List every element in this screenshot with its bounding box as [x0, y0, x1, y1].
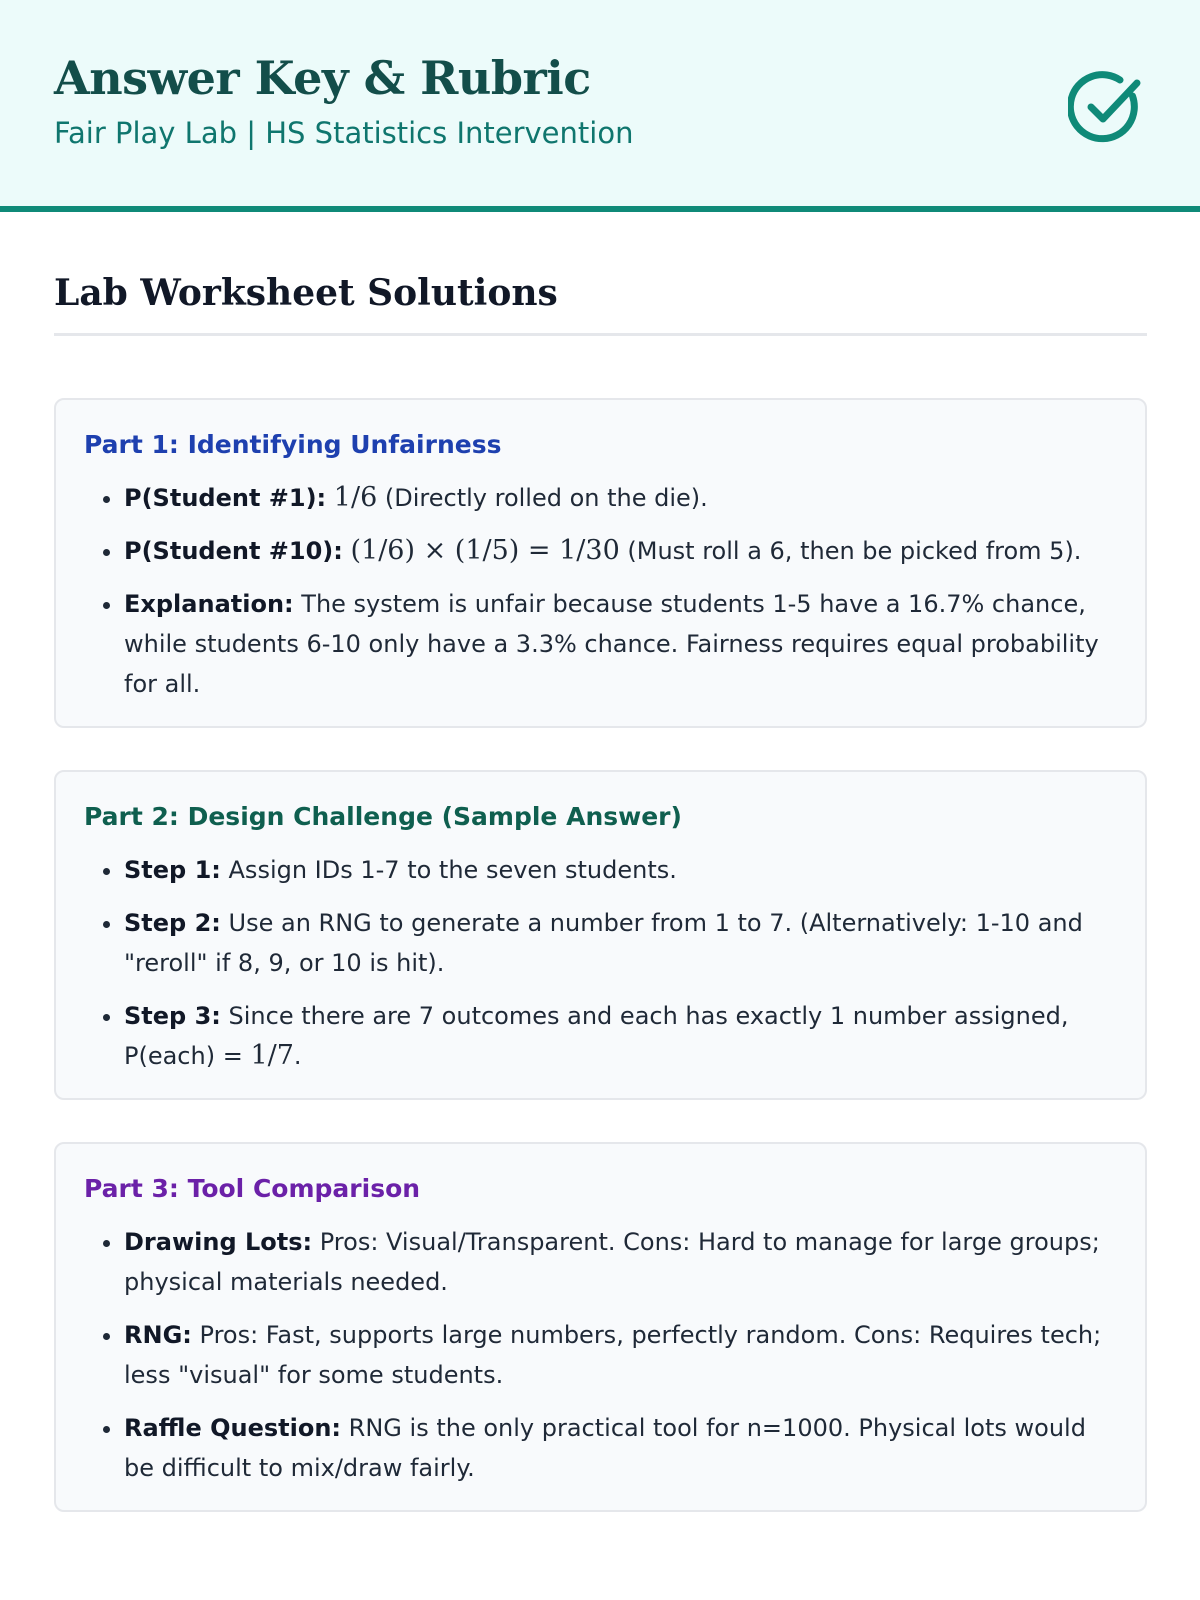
list-item	[124, 584, 1117, 704]
part-2-card	[54, 770, 1147, 1100]
list-item	[124, 1315, 1117, 1395]
item-text-tail: .	[293, 1042, 302, 1070]
math-expression: 1/7	[250, 1040, 294, 1071]
part-1-title: Part 1: Identifying Unfairness	[84, 430, 502, 459]
list-item	[124, 903, 1117, 983]
item-label: Step 2:	[124, 909, 221, 937]
item-text: The system is unfair because students 1-5 have a 16.7% chance, while students 6-10 only have a 3.3% chance. Fairness requires equal probability for all.	[124, 590, 1099, 698]
item-text: Pros: Visual/Transparent. Cons: Hard to manage for large groups; physical materials needed.	[124, 1228, 1100, 1296]
item-text: Assign IDs 1-7 to the seven students.	[228, 856, 677, 884]
item-text: (Must roll a 6, then be picked from 5).	[627, 537, 1082, 565]
part-3-list	[84, 1222, 1117, 1488]
list-item	[124, 478, 1117, 518]
item-label: P(Student #1):	[124, 484, 327, 512]
math-expression: 1/6	[333, 482, 378, 513]
list-item	[124, 531, 1117, 571]
part-3-title: Part 3: Tool Comparison	[84, 1174, 421, 1203]
math-expression: (1/6) × (1/5) = 1/30	[350, 535, 620, 566]
part-2-title: Part 2: Design Challenge (Sample Answer)	[84, 802, 682, 831]
item-label: Step 3:	[124, 1002, 221, 1030]
page-title: Answer Key & Rubric	[54, 51, 591, 105]
item-label: P(Student #10):	[124, 537, 343, 565]
list-item	[124, 996, 1117, 1076]
part-3-card	[54, 1142, 1147, 1512]
section-title: Lab Worksheet Solutions	[54, 272, 1147, 336]
item-text: RNG is the only practical tool for n=1000. Physical lots would be difficult to mix/draw fairly.	[124, 1414, 1086, 1482]
part-2-list	[84, 850, 1117, 1076]
page-subtitle: Fair Play Lab | HS Statistics Intervention	[54, 116, 634, 150]
item-text: Since there are 7 outcomes and each has exactly 1 number assigned, P(each) =	[124, 1002, 1069, 1070]
list-item	[124, 850, 1117, 890]
item-text: Use an RNG to generate a number from 1 to 7. (Alternatively: 1-10 and "reroll" if 8, 9, or 10 is hit).	[124, 909, 1083, 977]
check-circle-icon	[1068, 70, 1144, 146]
item-label: Raffle Question:	[124, 1414, 342, 1442]
item-label: Explanation:	[124, 590, 294, 618]
page-header	[0, 0, 1200, 212]
item-label: Drawing Lots:	[124, 1228, 313, 1256]
main-content	[54, 272, 1147, 1482]
item-text: (Directly rolled on the die).	[384, 484, 708, 512]
item-label: RNG:	[124, 1321, 192, 1349]
part-1-card	[54, 398, 1147, 728]
item-text: Pros: Fast, supports large numbers, perfectly random. Cons: Requires tech; less "visual" for some students.	[124, 1321, 1102, 1389]
item-label: Step 1:	[124, 856, 221, 884]
list-item	[124, 1408, 1117, 1488]
list-item	[124, 1222, 1117, 1302]
part-1-list	[84, 478, 1117, 704]
